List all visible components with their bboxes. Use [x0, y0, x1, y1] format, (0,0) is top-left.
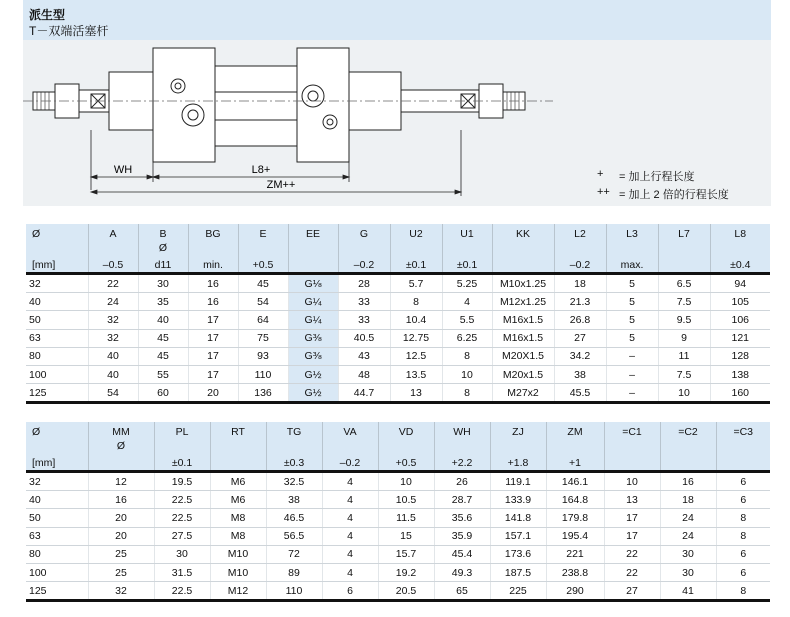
- header-h1: L7: [678, 228, 690, 240]
- header-h1: MM: [112, 426, 130, 438]
- table-cell: 28: [338, 274, 390, 293]
- table-cell: 20.5: [378, 582, 434, 601]
- column-header: [710, 224, 770, 274]
- table-cell: 40.5: [338, 329, 390, 347]
- table-cell: 5.5: [442, 311, 492, 329]
- column-header: [26, 224, 88, 274]
- dim-l8-label: L8+: [251, 164, 271, 176]
- table-cell: 17: [188, 311, 238, 329]
- table-cell: G⅜: [288, 329, 338, 347]
- header-h2: Ø: [158, 242, 168, 254]
- header-h3: ±0.1: [405, 259, 427, 271]
- table-cell: M27x2: [492, 384, 554, 403]
- table-row: [26, 545, 770, 563]
- table-cell: 27: [604, 582, 660, 601]
- table-cell: 27.5: [154, 527, 210, 545]
- table-cell: 54: [238, 293, 288, 311]
- table-cell: 22.5: [154, 509, 210, 527]
- column-header: [434, 422, 490, 472]
- table-cell: 41: [660, 582, 716, 601]
- table-cell: 22.5: [154, 491, 210, 509]
- table-cell: 6: [716, 472, 770, 491]
- table-cell: 12: [88, 472, 154, 491]
- table-cell: 12.5: [390, 347, 442, 365]
- table-cell: 290: [546, 582, 604, 601]
- table-row: [26, 491, 770, 509]
- table-cell: 80: [26, 347, 88, 365]
- table-cell: 45.4: [434, 545, 490, 563]
- header-h1: Ø: [32, 426, 41, 438]
- column-header: [490, 422, 546, 472]
- table-cell: 34.2: [554, 347, 606, 365]
- column-header: [660, 422, 716, 472]
- table-cell: 10.4: [390, 311, 442, 329]
- table-cell: 221: [546, 545, 604, 563]
- table-row: [26, 274, 770, 293]
- header-h1: TG: [286, 426, 302, 438]
- table-cell: 30: [660, 563, 716, 581]
- table-row: [26, 347, 770, 365]
- column-header: [238, 224, 288, 274]
- table-cell: 93: [238, 347, 288, 365]
- legend-stroke: [597, 168, 694, 184]
- table-cell: 225: [490, 582, 546, 601]
- table-cell: 33: [338, 311, 390, 329]
- column-header: [378, 422, 434, 472]
- header-h1: KK: [515, 228, 530, 240]
- legend-text: = 加上行程长度: [619, 171, 695, 183]
- table-cell: 121: [710, 329, 770, 347]
- table-row: [26, 509, 770, 527]
- header-h3: ±0.1: [456, 259, 478, 271]
- table-cell: 40: [88, 365, 138, 383]
- table-cell: 195.4: [546, 527, 604, 545]
- column-header: [442, 224, 492, 274]
- dimension-table-1: [26, 224, 770, 404]
- table-cell: 7.5: [658, 365, 710, 383]
- table-row: [26, 311, 770, 329]
- table-cell: 16: [660, 472, 716, 491]
- table-cell: 8: [390, 293, 442, 311]
- table-cell: 12.75: [390, 329, 442, 347]
- table-cell: 10: [378, 472, 434, 491]
- table-cell: 164.8: [546, 491, 604, 509]
- table-cell: 24: [660, 509, 716, 527]
- table-cell: 35.6: [434, 509, 490, 527]
- table-cell: 27: [554, 329, 606, 347]
- table-cell: 30: [660, 545, 716, 563]
- header-h3: ±0.1: [171, 457, 193, 469]
- table-cell: 22: [604, 563, 660, 581]
- table-cell: 10.5: [378, 491, 434, 509]
- header-h1: L2: [574, 228, 586, 240]
- table-cell: 125: [26, 582, 88, 601]
- table-cell: 8: [442, 384, 492, 403]
- legend-text: = 加上 2 倍的行程长度: [619, 189, 729, 201]
- table-cell: 4: [322, 545, 378, 563]
- table-cell: 6.5: [658, 274, 710, 293]
- table-cell: 4: [322, 527, 378, 545]
- header-h3: min.: [203, 259, 223, 271]
- table-row: [26, 472, 770, 491]
- header-h1: =C3: [733, 426, 754, 438]
- table-cell: 32: [88, 582, 154, 601]
- barrel: [215, 66, 297, 146]
- column-header: [322, 422, 378, 472]
- table-cell: 8: [716, 582, 770, 601]
- header-h3: d11: [154, 259, 172, 271]
- header-h3: +0.5: [252, 259, 274, 271]
- table-cell: 32: [88, 329, 138, 347]
- table-cell: 8: [716, 509, 770, 527]
- table-cell: 9: [658, 329, 710, 347]
- header-h3: –0.2: [353, 259, 375, 271]
- table-cell: M20x1.5: [492, 365, 554, 383]
- table-cell: 33: [338, 293, 390, 311]
- table-cell: M16x1.5: [492, 329, 554, 347]
- table-cell: 32: [26, 274, 88, 293]
- table-cell: 138: [710, 365, 770, 383]
- header-h1: =C1: [622, 426, 642, 438]
- table-cell: 5: [606, 274, 658, 293]
- table-cell: G⅛: [288, 274, 338, 293]
- table-cell: 24: [660, 527, 716, 545]
- column-header: [606, 224, 658, 274]
- table-cell: 40: [88, 347, 138, 365]
- table-cell: M8: [210, 527, 266, 545]
- table-cell: –: [606, 347, 658, 365]
- column-header: [390, 224, 442, 274]
- table-cell: 173.6: [490, 545, 546, 563]
- header-h3: –0.2: [569, 259, 591, 271]
- table-row: [26, 365, 770, 383]
- table-cell: 100: [26, 365, 88, 383]
- header-h1: U1: [460, 228, 474, 240]
- cylinder-drawing: [23, 40, 771, 206]
- table-cell: 105: [710, 293, 770, 311]
- table-cell: 5.7: [390, 274, 442, 293]
- table-row: [26, 329, 770, 347]
- table-cell: 136: [238, 384, 288, 403]
- table-cell: 50: [26, 509, 88, 527]
- table-cell: 9.5: [658, 311, 710, 329]
- table-cell: 18: [554, 274, 606, 293]
- table-cell: 5: [606, 311, 658, 329]
- table-cell: M16x1.5: [492, 311, 554, 329]
- table-cell: 40: [138, 311, 188, 329]
- table-cell: 26: [434, 472, 490, 491]
- header-h1: A: [109, 228, 117, 240]
- table-cell: 11.5: [378, 509, 434, 527]
- column-header: [154, 422, 210, 472]
- column-header: [288, 224, 338, 274]
- table-cell: 63: [26, 329, 88, 347]
- table-cell: 16: [188, 293, 238, 311]
- table-cell: 10: [604, 472, 660, 491]
- header-h1: G: [359, 228, 369, 240]
- table-cell: 50: [26, 311, 88, 329]
- table-cell: 20: [88, 509, 154, 527]
- table-cell: 141.8: [490, 509, 546, 527]
- table-cell: 20: [188, 384, 238, 403]
- table-cell: 40: [26, 491, 88, 509]
- table-cell: 26.8: [554, 311, 606, 329]
- legend-symbol: +: [597, 168, 604, 180]
- header-h3: –0.5: [102, 259, 124, 271]
- table-cell: 24: [88, 293, 138, 311]
- table-cell: 15: [378, 527, 434, 545]
- table-cell: 25: [88, 563, 154, 581]
- table-cell: 45: [138, 329, 188, 347]
- column-header: [26, 422, 88, 472]
- table-cell: 10: [442, 365, 492, 383]
- table-cell: 32: [88, 311, 138, 329]
- table-cell: M20X1.5: [492, 347, 554, 365]
- header-h1: L3: [626, 228, 638, 240]
- header-h3: ±0.4: [730, 259, 751, 271]
- header-h1: BG: [205, 228, 221, 240]
- table-cell: 20: [88, 527, 154, 545]
- table-cell: 4: [322, 563, 378, 581]
- table-cell: 125: [26, 384, 88, 403]
- table-cell: 4: [322, 491, 378, 509]
- table-cell: 28.7: [434, 491, 490, 509]
- header-h1: ZJ: [512, 426, 524, 438]
- table-cell: 6: [716, 563, 770, 581]
- header-h1: PL: [175, 426, 189, 438]
- table-cell: 10: [658, 384, 710, 403]
- column-header: [604, 422, 660, 472]
- table-row: [26, 527, 770, 545]
- table-cell: G½: [288, 384, 338, 403]
- table-cell: 6: [716, 545, 770, 563]
- table-cell: 63: [26, 527, 88, 545]
- table-row: [26, 563, 770, 581]
- table-cell: 72: [266, 545, 322, 563]
- header-h1: WH: [453, 426, 471, 438]
- table-cell: 25: [88, 545, 154, 563]
- table-cell: 65: [434, 582, 490, 601]
- table-cell: 16: [188, 274, 238, 293]
- header-h1: ZM: [567, 426, 583, 438]
- table-row: [26, 293, 770, 311]
- column-header: [546, 422, 604, 472]
- table-cell: 49.3: [434, 563, 490, 581]
- page-header: [23, 0, 771, 40]
- table-cell: 18: [660, 491, 716, 509]
- table-cell: M10x1.25: [492, 274, 554, 293]
- table-cell: 13: [604, 491, 660, 509]
- table-cell: 45.5: [554, 384, 606, 403]
- header-h1: EE: [305, 228, 320, 240]
- table-cell: 187.5: [490, 563, 546, 581]
- header-h2: Ø: [116, 440, 126, 452]
- table-cell: 19.5: [154, 472, 210, 491]
- table-cell: 13.5: [390, 365, 442, 383]
- dimension-table-2: [26, 422, 770, 602]
- table-cell: 75: [238, 329, 288, 347]
- table-cell: 11: [658, 347, 710, 365]
- table-cell: 5.25: [442, 274, 492, 293]
- column-header: [492, 224, 554, 274]
- table-cell: 179.8: [546, 509, 604, 527]
- header-h1: L8: [734, 228, 747, 240]
- header-h3: [mm]: [32, 259, 56, 271]
- header-h1: VA: [343, 426, 357, 438]
- legend-symbol: ++: [597, 186, 610, 198]
- header-h3: –0.2: [339, 457, 361, 469]
- table-cell: 5: [606, 293, 658, 311]
- table-cell: 22.5: [154, 582, 210, 601]
- column-header: [338, 224, 390, 274]
- table-cell: 45: [238, 274, 288, 293]
- header-h3: ±0.3: [283, 457, 305, 469]
- table-cell: 40: [26, 293, 88, 311]
- table-cell: 17: [188, 365, 238, 383]
- table-cell: 45: [138, 347, 188, 365]
- header-h3: [mm]: [32, 457, 56, 469]
- table-cell: 6: [322, 582, 378, 601]
- table-cell: 15.7: [378, 545, 434, 563]
- header-h1: Ø: [32, 228, 41, 240]
- table-row: [26, 384, 770, 403]
- column-header: [554, 224, 606, 274]
- header-h3: +1.8: [507, 457, 529, 469]
- table-cell: 94: [710, 274, 770, 293]
- table-cell: 106: [710, 311, 770, 329]
- column-header: [658, 224, 710, 274]
- table-cell: 4: [322, 509, 378, 527]
- table-cell: 4: [442, 293, 492, 311]
- header-h1: U2: [409, 228, 423, 240]
- left-block: [153, 48, 215, 162]
- table-cell: M12: [210, 582, 266, 601]
- table-cell: G½: [288, 365, 338, 383]
- table-cell: M10: [210, 563, 266, 581]
- table-cell: 55: [138, 365, 188, 383]
- table-cell: 16: [88, 491, 154, 509]
- table-cell: 38: [554, 365, 606, 383]
- table-cell: M8: [210, 509, 266, 527]
- column-header: [88, 224, 138, 274]
- page-title: 派生型: [29, 8, 66, 22]
- right-block: [297, 48, 349, 162]
- table-cell: 19.2: [378, 563, 434, 581]
- header-h3: +0.5: [395, 457, 417, 469]
- table-cell: 48: [338, 365, 390, 383]
- table-cell: 17: [604, 527, 660, 545]
- table-cell: 100: [26, 563, 88, 581]
- table-cell: 44.7: [338, 384, 390, 403]
- table-cell: M6: [210, 472, 266, 491]
- table-cell: 8: [716, 527, 770, 545]
- header-h1: E: [259, 228, 267, 240]
- header-h1: B: [159, 228, 167, 240]
- table-cell: 6.25: [442, 329, 492, 347]
- column-header: [716, 422, 770, 472]
- table-cell: 157.1: [490, 527, 546, 545]
- page-subtitle: T－双端活塞杆: [29, 24, 109, 38]
- table-cell: 4: [322, 472, 378, 491]
- table-cell: 43: [338, 347, 390, 365]
- table-cell: M6: [210, 491, 266, 509]
- table-cell: –: [606, 384, 658, 403]
- table-cell: 7.5: [658, 293, 710, 311]
- table-cell: 31.5: [154, 563, 210, 581]
- table-cell: 80: [26, 545, 88, 563]
- header-h1: =C2: [678, 426, 698, 438]
- column-header: [188, 224, 238, 274]
- header-h1: VD: [398, 426, 414, 438]
- table-row: [26, 582, 770, 601]
- table-cell: 64: [238, 311, 288, 329]
- table-cell: 110: [238, 365, 288, 383]
- header-h1: RT: [231, 426, 245, 438]
- table-cell: 54: [88, 384, 138, 403]
- table-cell: 160: [710, 384, 770, 403]
- column-header: [138, 224, 188, 274]
- table-cell: G¼: [288, 311, 338, 329]
- table-cell: 56.5: [266, 527, 322, 545]
- table-cell: 35: [138, 293, 188, 311]
- table-cell: 38: [266, 491, 322, 509]
- column-header: [266, 422, 322, 472]
- table-cell: 32.5: [266, 472, 322, 491]
- legend-double-stroke: [597, 186, 729, 202]
- table-cell: 146.1: [546, 472, 604, 491]
- table-cell: 8: [442, 347, 492, 365]
- table-cell: 119.1: [490, 472, 546, 491]
- table-cell: 17: [188, 329, 238, 347]
- table-cell: M10: [210, 545, 266, 563]
- table-cell: 238.8: [546, 563, 604, 581]
- header-h3: max.: [620, 259, 644, 271]
- table-cell: 89: [266, 563, 322, 581]
- table-cell: 5: [606, 329, 658, 347]
- table-cell: 21.3: [554, 293, 606, 311]
- table-cell: 22: [604, 545, 660, 563]
- table-cell: 17: [188, 347, 238, 365]
- table-cell: 32: [26, 472, 88, 491]
- table-cell: 30: [138, 274, 188, 293]
- dim-wh-label: WH: [113, 164, 133, 176]
- table-cell: M12x1.25: [492, 293, 554, 311]
- table-cell: 22: [88, 274, 138, 293]
- header-h3: +2.2: [451, 457, 473, 469]
- header-h3: +1: [569, 457, 581, 469]
- table-cell: 133.9: [490, 491, 546, 509]
- table-cell: 13: [390, 384, 442, 403]
- table-cell: 17: [604, 509, 660, 527]
- table-cell: 6: [716, 491, 770, 509]
- table-cell: G⅜: [288, 347, 338, 365]
- column-header: [210, 422, 266, 472]
- table-cell: 110: [266, 582, 322, 601]
- table-cell: 46.5: [266, 509, 322, 527]
- column-header: [88, 422, 154, 472]
- table-cell: G¼: [288, 293, 338, 311]
- dim-zm-label: ZM++: [266, 179, 296, 191]
- table-cell: 60: [138, 384, 188, 403]
- table-cell: 128: [710, 347, 770, 365]
- table-cell: –: [606, 365, 658, 383]
- table-cell: 35.9: [434, 527, 490, 545]
- table-cell: 30: [154, 545, 210, 563]
